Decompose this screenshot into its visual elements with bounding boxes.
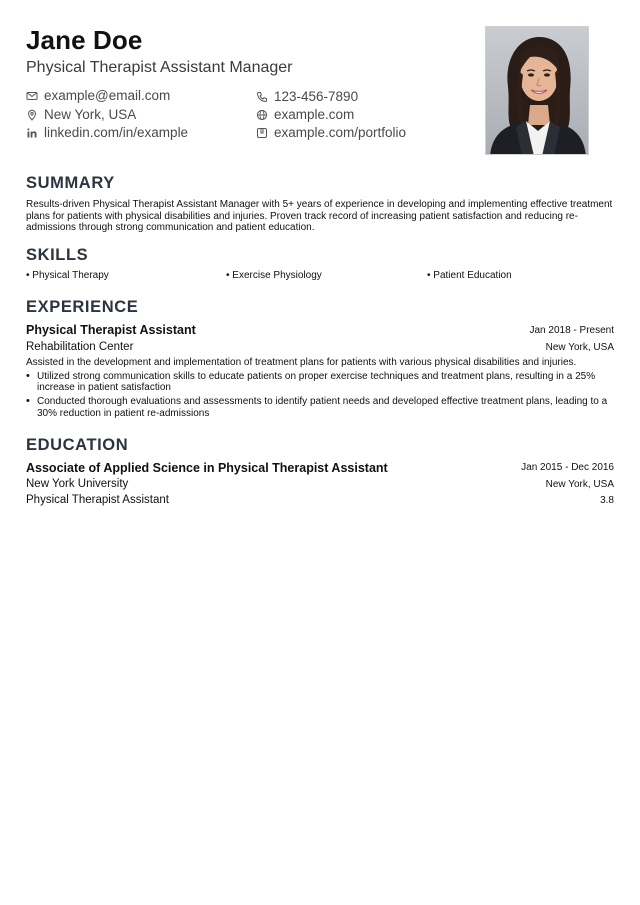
contact-linkedin-text: linkedin.com/in/example xyxy=(44,125,189,140)
contact-portfolio-text: example.com/portfolio xyxy=(274,125,407,140)
contact-portfolio[interactable] xyxy=(256,125,406,140)
job-title: Physical Therapist Assistant xyxy=(26,323,196,337)
contact-website[interactable] xyxy=(256,107,354,122)
job-location: New York, USA xyxy=(545,342,614,353)
skill-item: • Exercise Physiology xyxy=(226,270,322,281)
candidate-name: Jane Doe xyxy=(26,25,143,55)
contact-linkedin[interactable] xyxy=(26,125,188,140)
candidate-role: Physical Therapist Assistant Manager xyxy=(26,59,293,76)
profile-photo-illustration xyxy=(486,27,589,155)
contact-location xyxy=(26,107,136,122)
skills-heading: SKILLS xyxy=(26,246,89,264)
contact-phone[interactable] xyxy=(256,89,358,104)
education-school: New York University xyxy=(26,478,129,490)
mail-icon xyxy=(26,90,38,102)
list-item: • Conducted thorough evaluations and assessments to identify patient needs and developed effective treatment plans, leading to a 30% reduction in patient re-admissions xyxy=(26,396,616,418)
education-gpa: 3.8 xyxy=(600,495,614,506)
job-dates: Jan 2018 - Present xyxy=(529,325,614,336)
summary-text: Results-driven Physical Therapist Assistant Manager with 5+ years of experience in developing and implementing effective treatment plans for patients with physical disabilities and injuries. Proven track record of increasing patient satisfaction and reducing re-admissions through strong communication and patient education. xyxy=(26,199,613,234)
linkedin-icon xyxy=(26,127,38,139)
job-description: Assisted in the development and implementation of treatment plans for patients with various physical disabilities and injuries. xyxy=(26,357,577,368)
education-heading: EDUCATION xyxy=(26,436,129,454)
skill-item-label: Patient Education xyxy=(433,270,512,281)
education-location: New York, USA xyxy=(545,479,614,490)
experience-heading: EXPERIENCE xyxy=(26,298,139,316)
contact-website-text: example.com xyxy=(274,107,355,122)
contact-email[interactable] xyxy=(26,88,170,103)
contact-email-text: example@email.com xyxy=(44,88,171,103)
list-item: • Utilized strong communication skills to educate patients on proper exercise techniques and treatment plans, resulting in a 25% increase in patient satisfaction xyxy=(26,371,616,393)
portfolio-icon xyxy=(256,127,268,139)
phone-icon xyxy=(256,91,268,103)
contact-phone-text: 123-456-7890 xyxy=(274,89,359,104)
globe-icon xyxy=(256,109,268,121)
education-dates: Jan 2015 - Dec 2016 xyxy=(521,462,614,473)
profile-photo xyxy=(485,26,589,155)
skill-item: • Patient Education xyxy=(427,270,512,281)
skill-item-label: Physical Therapy xyxy=(32,270,109,281)
job-company: Rehabilitation Center xyxy=(26,341,134,353)
job-bullets xyxy=(26,371,616,422)
skill-item: • Physical Therapy xyxy=(26,270,109,281)
education-field: Physical Therapist Assistant xyxy=(26,494,169,506)
education-degree: Associate of Applied Science in Physical Therapist Assistant xyxy=(26,461,388,475)
location-pin-icon xyxy=(26,109,38,121)
summary-heading: SUMMARY xyxy=(26,174,115,192)
skill-item-label: Exercise Physiology xyxy=(232,270,322,281)
contact-location-text: New York, USA xyxy=(44,107,137,122)
